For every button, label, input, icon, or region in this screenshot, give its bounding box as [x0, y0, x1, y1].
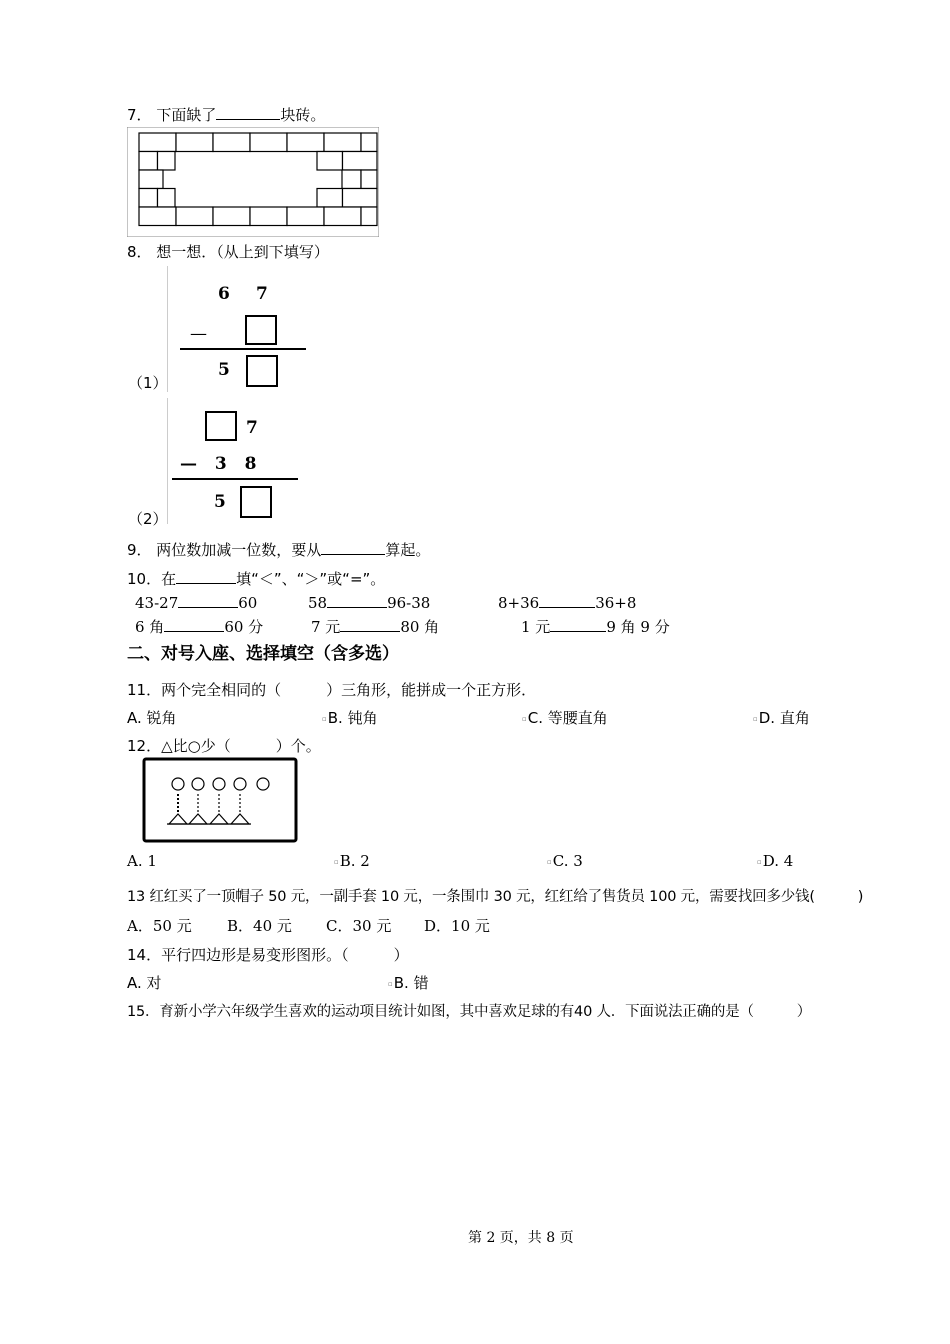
q8-title: 8． 想一想．（从上到下填写） — [127, 243, 329, 261]
q8-sub1-answer-box-bottom[interactable] — [246, 355, 278, 387]
q11-option-a[interactable]: A. 锐角 — [127, 709, 177, 727]
brick-wall-figure — [127, 127, 379, 237]
q10-row1-item1-right: 60 — [238, 594, 258, 612]
q13-option-c[interactable]: C．30 元 — [326, 917, 392, 935]
q10-row2-item2 — [311, 618, 439, 636]
brick — [287, 133, 324, 152]
brick — [343, 152, 378, 171]
brick — [139, 152, 158, 171]
q8-sub1-label: （1） — [128, 374, 168, 392]
q12-option-d[interactable] — [757, 852, 793, 871]
q10-row1-item2-blank[interactable] — [327, 594, 387, 608]
q10-row2-item3-blank[interactable] — [550, 618, 606, 632]
q10-row1-item1-left: 43-27 — [135, 594, 179, 612]
brick — [317, 152, 343, 171]
brick — [139, 207, 176, 226]
q10-row2-item1 — [135, 618, 263, 636]
q10-row1-item3-left: 8+36 — [498, 594, 540, 612]
q8-sub1-figure — [167, 266, 311, 392]
q8-sub1-answer-box-top[interactable] — [245, 315, 277, 345]
q9-answer-blank[interactable] — [321, 541, 385, 555]
q7-answer-blank[interactable] — [216, 106, 280, 120]
q12-option-b[interactable] — [334, 852, 370, 871]
q7-text-after: 块砖。 — [280, 106, 326, 124]
q8-sub1-top-digit-ones: 7 — [256, 284, 268, 304]
brick — [213, 207, 250, 226]
brick — [250, 133, 287, 152]
option-marker-icon: ▫ — [757, 858, 762, 866]
q13-option-d[interactable]: D．10 元 — [424, 917, 490, 935]
q9-line — [127, 541, 430, 559]
q8-sub2-bottom-digit: 5 — [214, 492, 226, 512]
q10-row1-item2-left: 58 — [308, 594, 328, 612]
brick — [250, 207, 287, 226]
q8-sub2-figure — [167, 398, 301, 524]
q8-sub1-bottom-digit: 5 — [218, 360, 230, 380]
option-marker-icon: ▫ — [388, 979, 393, 988]
brick — [342, 170, 361, 189]
q10-row1-item1 — [135, 594, 257, 612]
q10-row2-item3-left: 1 元 — [521, 618, 551, 636]
q10-row2-item3 — [521, 618, 670, 636]
brick — [213, 133, 250, 152]
q11-option-d-label: D. 直角 — [758, 709, 810, 727]
q10-row1-item3-right: 36+8 — [595, 594, 637, 612]
q10-text-after: 填“＜”、“＞”或“=”。 — [236, 570, 386, 588]
q8-sub2-answer-box-top[interactable] — [205, 411, 237, 441]
q14-option-b-label: B. 错 — [393, 974, 429, 992]
q10-row2-item2-left: 7 元 — [311, 618, 341, 636]
q12-text: 12．△比○少（ ）个。 — [127, 737, 321, 755]
q10-row2-item3-right: 9 角 9 分 — [606, 618, 670, 636]
q12-option-d-label: D. 4 — [762, 852, 794, 870]
circles-triangles-figure — [141, 756, 299, 844]
q11-option-c-label: C. 等腰直角 — [527, 709, 608, 727]
brick — [343, 189, 378, 208]
q10-line — [127, 570, 385, 588]
q14-option-b[interactable] — [388, 974, 429, 993]
q10-row1-item3-blank[interactable] — [539, 594, 595, 608]
brick — [176, 133, 213, 152]
q8-sub1-minus-sign: — — [190, 324, 207, 344]
option-marker-icon: ▫ — [753, 714, 758, 723]
q11-option-c[interactable] — [522, 709, 608, 728]
brick — [287, 207, 324, 226]
q12-option-c[interactable] — [547, 852, 583, 871]
q8-sub2-label: （2） — [128, 510, 168, 528]
page-footer: 第 2 页，共 8 页 — [468, 1230, 574, 1246]
q14-text: 14．平行四边形是易变形图形。（ ） — [127, 946, 409, 964]
q7-number: 7． — [127, 106, 152, 124]
q12-option-c-label: C. 3 — [552, 852, 583, 870]
q10-row2-item2-blank[interactable] — [340, 618, 400, 632]
q10-row2-item2-right: 80 角 — [400, 618, 440, 636]
brick — [317, 189, 343, 208]
brick — [361, 133, 377, 152]
option-marker-icon: ▫ — [547, 858, 552, 866]
brick — [176, 207, 213, 226]
q12-option-a[interactable]: A. 1 — [127, 852, 157, 870]
section2-heading: 二、对号入座、选择填空（含多选） — [127, 644, 399, 664]
brick — [158, 189, 176, 208]
q10-row1-item1-blank[interactable] — [178, 594, 238, 608]
q9-text-after: 算起。 — [385, 541, 431, 559]
q14-option-a[interactable]: A. 对 — [127, 974, 162, 992]
q10-row2-item1-right: 60 分 — [224, 618, 264, 636]
q8-sub1-rule — [180, 348, 306, 350]
q10-row1-item2-right: 96-38 — [387, 594, 431, 612]
q8-sub2-answer-box-bottom[interactable] — [240, 486, 272, 518]
option-marker-icon: ▫ — [334, 858, 339, 866]
brick — [324, 133, 361, 152]
q10-row1-item2 — [308, 594, 430, 612]
q11-text: 11．两个完全相同的（ ）三角形，能拼成一个正方形． — [127, 681, 537, 699]
option-marker-icon: ▫ — [522, 714, 527, 723]
q12-option-b-label: B. 2 — [339, 852, 370, 870]
q7-line — [127, 106, 325, 124]
q11-option-b[interactable] — [322, 709, 378, 728]
brick — [139, 189, 158, 208]
q10-example-blank — [176, 570, 236, 584]
brick — [139, 170, 163, 189]
q9-text-before: 9． 两位数加减一位数，要从 — [127, 541, 322, 559]
q8-sub1-top-digit-tens: 6 — [218, 284, 230, 304]
brick — [158, 152, 176, 171]
brick — [139, 133, 176, 152]
q11-option-d[interactable] — [753, 709, 810, 728]
q8-sub2-rule — [172, 478, 298, 480]
q13-option-b[interactable]: B．40 元 — [227, 917, 292, 935]
q10-row2-item1-blank[interactable] — [164, 618, 224, 632]
brick — [361, 170, 377, 189]
q8-sub2-top-digit-ones: 7 — [246, 418, 258, 438]
q10-row1-item3 — [498, 594, 636, 612]
q10-text-before: 10．在 — [127, 570, 177, 588]
option-marker-icon: ▫ — [322, 714, 327, 723]
brick — [361, 207, 377, 226]
brick — [324, 207, 361, 226]
q11-option-b-label: B. 钝角 — [327, 709, 378, 727]
q13-text: 13 红红买了一顶帽子 50 元，一副手套 10 元，一条围巾 30 元，红红给了售货员 100 元，需要找回多少钱( ) — [127, 889, 864, 905]
q7-text-before: 下面缺了 — [156, 106, 217, 124]
q8-sub2-minus-row: — 3 8 — [180, 454, 263, 474]
q15-text: 15．育新小学六年级学生喜欢的运动项目统计如图，其中喜欢足球的有40 人．下面说法正确的是（ ） — [127, 1004, 812, 1020]
q13-option-a[interactable]: A．50 元 — [127, 917, 192, 935]
q10-row2-item1-left: 6 角 — [135, 618, 165, 636]
